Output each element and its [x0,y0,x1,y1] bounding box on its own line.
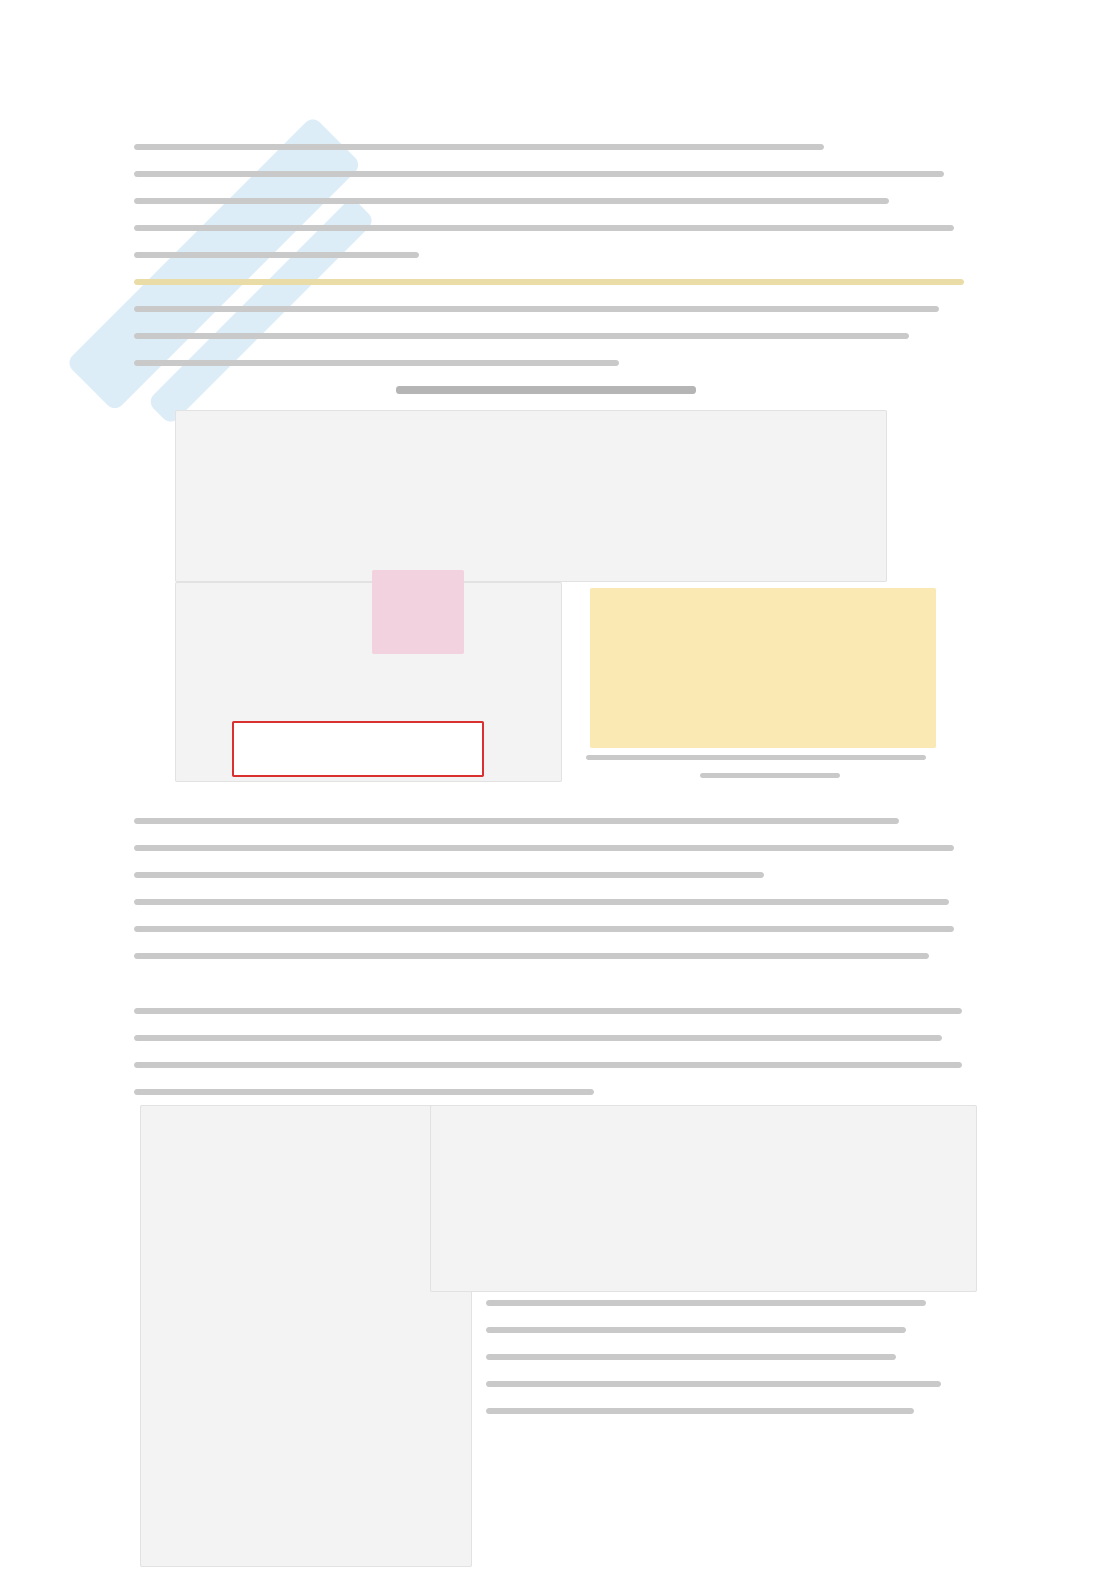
nadp-note-box [232,721,484,777]
